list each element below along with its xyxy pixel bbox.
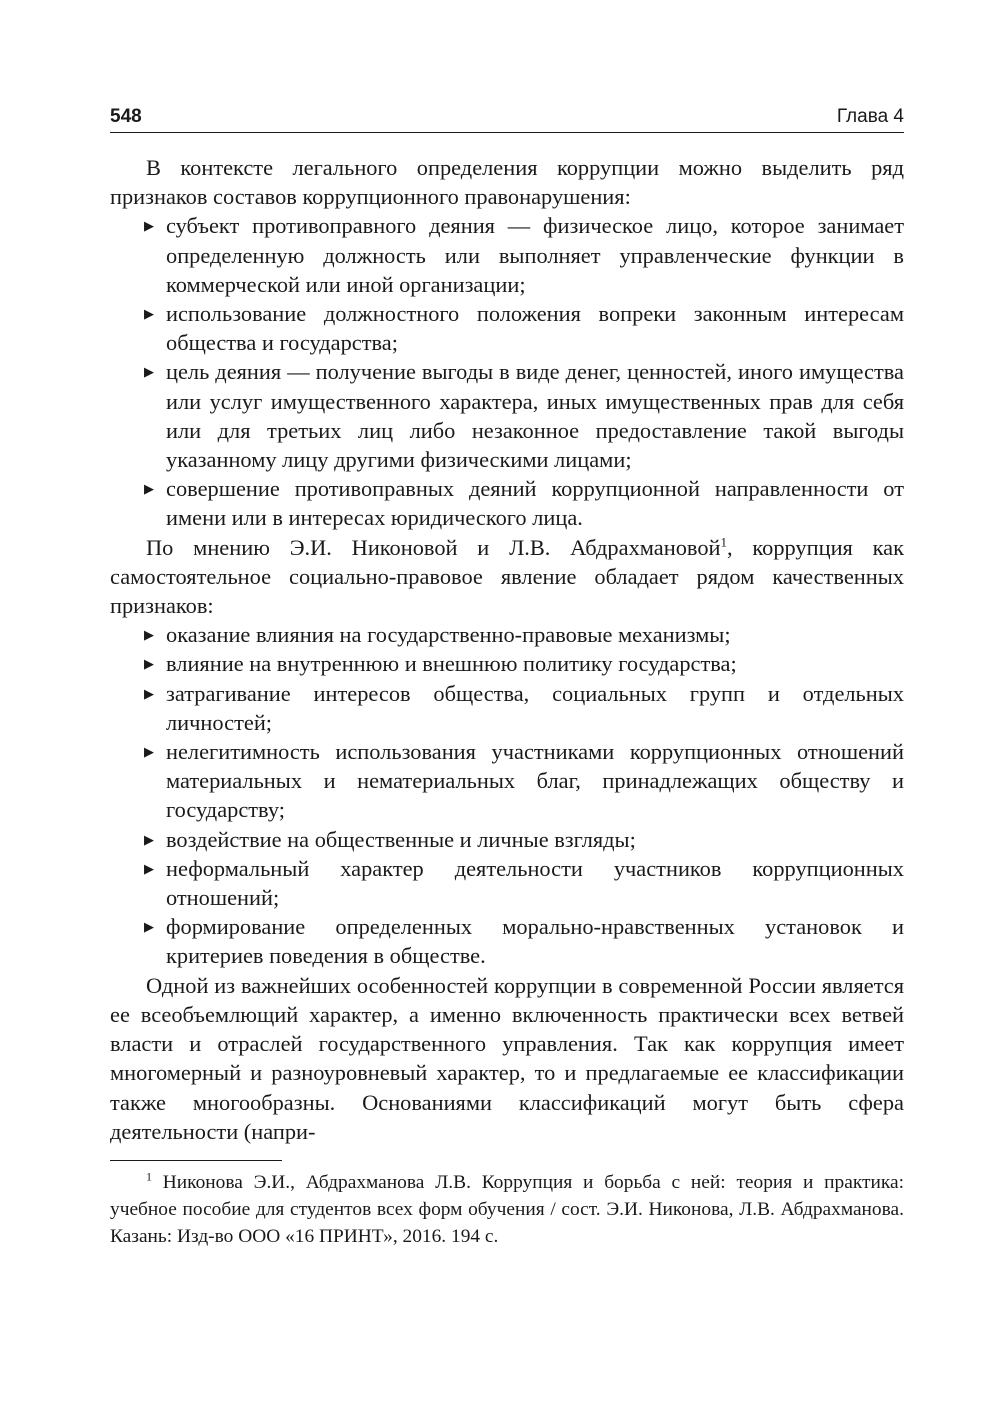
list-item-text: нелегитимность использования участниками коррупционных отношений материальных и нематериальных благ, принадлежащих обществу и государству;: [166, 739, 904, 823]
triangle-right-icon: ▶: [144, 364, 154, 380]
russia-corruption-paragraph: Одной из важнейших особенностей коррупции в современной России является ее всеобъемлющий характер, а именно включенность практически всех ветвей власти и отраслей государственного управления. Так как коррупция имеет многомерный и разноуровневый характер, то и предлагаемые ее классификации также многообразны. Основаниями классификаций могут быть сфера деятельности (напри-: [110, 972, 904, 1144]
list-item-text: использование должностного положения вопреки законным интересам общества и государства;: [166, 301, 904, 356]
list-item: [144, 211, 904, 299]
footnote-text: Никонова Э.И., Абдрахманова Л.В. Коррупция и борьба с ней: теория и практика: учебное пособие для студентов всех форм обучения / сост. Э.И. Никонова, Л.В. Абдрахманова. Казань: Изд-во ООО «16 ПРИНТ», 2016. 194 с.: [110, 1171, 904, 1248]
triangle-right-icon: ▶: [144, 306, 154, 322]
list-item: [144, 649, 904, 678]
list-item: [144, 737, 904, 825]
list-item-text: цель деяния — получение выгоды в виде денег, ценностей, иного имущества или услуг имущественного характера, иных имущественных прав для себя или для третьих лиц либо незаконное предоставление такой выгоды указанному лицу другими физическими лицами;: [166, 359, 904, 473]
running-head: [110, 100, 904, 133]
list-item: [144, 854, 904, 912]
triangle-right-icon: ▶: [144, 627, 154, 643]
triangle-right-icon: ▶: [144, 481, 154, 497]
list-item-text: воздействие на общественные и личные взгляды;: [166, 826, 636, 852]
opinion-text-start: По мнению Э.И. Никоновой и Л.В. Абдрахмановой: [146, 534, 721, 560]
list-item-text: неформальный характер деятельности участников коррупционных отношений;: [166, 855, 904, 911]
triangle-right-icon: ▶: [144, 919, 154, 935]
list-item: [144, 474, 904, 532]
list-item: [144, 357, 904, 474]
chapter-title: Глава 4: [836, 106, 904, 127]
corruption-qualitative-features-list: [110, 620, 904, 970]
list-item-text: формирование определенных морально-нравственных установок и критериев поведения в обществе.: [166, 914, 904, 969]
list-item-text: субъект противоправного деяния — физическое лицо, которое занимает определенную должность или выполняет управленческие функции в коммерческой или иной организации;: [166, 213, 904, 297]
list-item-text: совершение противоправных деяний коррупционной направленности от имени или в интересах юридического лица.: [166, 476, 904, 531]
footnote: [110, 1169, 904, 1251]
list-item: [144, 912, 904, 970]
list-item-text: оказание влияния на государственно-правовые механизмы;: [166, 622, 731, 648]
list-item-text: влияние на внутреннюю и внешнюю политику государства;: [166, 651, 737, 677]
list-item: [144, 679, 904, 737]
page-number: 548: [110, 106, 142, 127]
footnote-divider: [110, 1160, 282, 1161]
document-page: [110, 100, 904, 1270]
list-item: [144, 825, 904, 854]
triangle-right-icon: ▶: [144, 685, 154, 701]
opinion-text-end: , коррупция как самостоятельное социально-правовое явление обладает рядом качественных признаков:: [110, 534, 905, 619]
triangle-right-icon: ▶: [144, 744, 154, 760]
body-text: [110, 153, 904, 1146]
triangle-right-icon: ▶: [144, 860, 154, 876]
footnote-number: 1: [146, 1169, 152, 1184]
list-item-text: затрагивание интересов общества, социальных групп и отдельных личностей;: [166, 680, 904, 735]
intro-paragraph: В контексте легального определения коррупции можно выделить ряд признаков составов коррупционного правонарушения:: [110, 155, 904, 210]
list-item: [144, 620, 904, 649]
list-item: [144, 299, 904, 357]
triangle-right-icon: ▶: [144, 831, 154, 847]
opinion-paragraph: [110, 533, 904, 621]
corruption-offense-features-list: [110, 211, 904, 532]
triangle-right-icon: ▶: [144, 656, 154, 672]
footnote-reference[interactable]: 1: [720, 534, 727, 550]
triangle-right-icon: ▶: [144, 218, 154, 234]
